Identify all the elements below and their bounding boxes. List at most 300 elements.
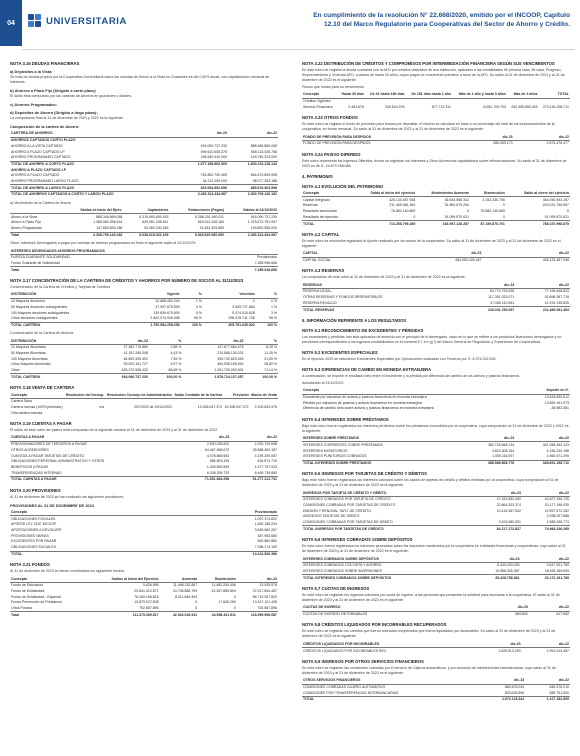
- data-table: [302, 605, 570, 617]
- table-cell: 20.841.414.671: [134, 589, 159, 593]
- table-total-cell: 348.891.198.710: [515, 460, 570, 466]
- table-cell: 1.600.213.218.144: [228, 161, 278, 167]
- section-title: NOTA 3.19 CUENTAS A PAGAR: [10, 421, 72, 426]
- table-cell: OBLIGACIONES SOCIALES: [11, 545, 56, 550]
- table-cell: 13.928.576: [259, 583, 277, 588]
- table-header-cell: Monto de Venta: [251, 392, 277, 397]
- table-cell: 64.467.968.670: [204, 447, 230, 452]
- table-cell: 341.958.492.123: [542, 442, 569, 447]
- table-total-row: [302, 460, 570, 466]
- table-row: [302, 648, 570, 654]
- table-cell: 888.345.869.058: [96, 214, 123, 219]
- table-cell: 617.652: [556, 612, 569, 617]
- table-cell: 4.199.259.087: [254, 453, 277, 458]
- table-cell: dic-23: [178, 131, 228, 137]
- paragraph: El saldo de este rubro del pasivo está compuesto de la siguiente manera al 31 de diciembre de 2023 y al 31 de diciembre de 2022: [10, 428, 218, 432]
- table-cell: 1.349.599.599: [206, 464, 230, 469]
- table-cell: BENEFICIOS A PAGAR: [11, 464, 49, 469]
- table-cell: 2.492.314.434.967: [178, 191, 228, 197]
- table-cell: 41.576.135.825: [544, 300, 569, 305]
- table-cell: 0: [413, 214, 416, 219]
- table-total-cell: 100 %: [256, 322, 278, 328]
- table-cell: 792.667.896: [139, 606, 159, 611]
- table-cell: 7,06 %: [170, 356, 182, 361]
- section-title: NOTA 4.3 RESERVAS: [302, 268, 345, 274]
- table-header-cell: %: [245, 338, 278, 344]
- table-total-cell: 1.672.118.344: [481, 697, 525, 703]
- table-header-cell: dic-23: [473, 641, 521, 647]
- table-cell: 2.938.097.688: [546, 514, 569, 519]
- table-cell: 0: [195, 600, 198, 605]
- paragraph: Concentración de la Cartera de Créditos y Tarjetas de Créditos: [10, 285, 111, 290]
- paragraph: A continuación, se expone el resultado neto entre el excedente y la pérdida por diferencia de cambio de los activos y pasivos financieros.: [302, 373, 521, 378]
- table-cell: 4.155.240.198: [546, 448, 569, 453]
- paragraph: Actualizado al 31/12/2023: [302, 380, 344, 385]
- table-cell: 2,88 %: [170, 345, 182, 350]
- table-cell: Fondo de Educación: [11, 583, 44, 588]
- table-cell: [223, 410, 250, 416]
- table-header-cell: dic-23: [460, 282, 515, 288]
- table-header-cell: dic-22: [230, 435, 278, 441]
- table-cell: CRÉDITOS LIQUIDADOS POR INCOBRABLES REC.: [303, 648, 388, 653]
- section-title: NOTA 5.6 INTERESES COBRADOS SOBRE DEPÓSITOS: [302, 537, 413, 543]
- data-table: [10, 208, 278, 239]
- table-cell: FONDO DE PREVISIÓN PARA DESPIDOS: [303, 141, 371, 146]
- table-cell: 8,28 %: [266, 345, 277, 350]
- table-cell: 243.031.760.657: [542, 203, 569, 208]
- table-cell: 454.050.326.167: [455, 257, 482, 262]
- table-cell: 66,65 %: [168, 368, 182, 373]
- table-header-cell: %: [149, 338, 182, 344]
- table-total-cell: 305.751.035.002: [203, 322, 256, 328]
- table-header-cell: Más de 1 año y hasta 3 años: [452, 92, 507, 98]
- table-cell: RESERVA REVALÚO: [303, 300, 337, 305]
- table-total-cell: 74.964.236.265: [522, 526, 570, 532]
- table-cell: 6.081.709.703: [483, 104, 506, 109]
- table-cell: 285.059.173: [493, 141, 513, 146]
- table-cell: 5.474.010.628: [232, 310, 255, 315]
- table-cell: 273.194.298.711: [542, 104, 569, 109]
- table-cell: 91.099.870.621: [544, 214, 569, 219]
- table-cell: 100 Mayores deudores subsiguientes: [11, 310, 70, 315]
- paragraph: La composición final al 31 de diciembre de 2023 y 2022 es la siguiente:: [10, 116, 124, 120]
- table-header-cell: Saldo al cierre del ejercicio: [506, 191, 570, 197]
- table-cell: [250, 410, 278, 416]
- table-header-cell: Concepto: [10, 576, 88, 582]
- table-cell: 1.991.913.457: [546, 648, 569, 653]
- table-cell: 8.311.849.404: [175, 594, 198, 599]
- table-cell: OTRAS RESERVAS Y FONDOS IRREPARTIBLES: [303, 295, 383, 300]
- table-header-cell: Importe en G.: [526, 388, 570, 394]
- paragraph: En este rubro fueron registrados los intereses generados sobre las depósitos mantenidos por la cooperativa en entidades financieras y cooperativas, cuyo saldo al 31 de diciembre de 2023 y al 31 de diciembre de 2022 es el siguiente:: [302, 544, 566, 554]
- table-cell: 35.888.453.157: [252, 447, 277, 452]
- table-cell: [64, 410, 105, 416]
- table-cell: 589.751.500: [549, 690, 569, 695]
- table-total-cell: 111.375.359.517: [88, 612, 160, 618]
- table-total-cell: 87.159.870.701: [470, 221, 506, 227]
- data-table: [10, 510, 278, 558]
- table-row: [10, 185, 278, 192]
- table-cell: INTERESES COBRADOS POR TARJETA DE CRÉDITO: [303, 497, 391, 502]
- table-total-row: [10, 476, 278, 482]
- table-cell: AHORRO PROGRAMADO LARGO PLAZO: [11, 178, 79, 183]
- table-cell: 3.549.737.664: [232, 304, 255, 309]
- table-header-cell: Concepto: [10, 510, 184, 516]
- table-cell: 11.482.230.406: [211, 583, 236, 588]
- table-header-cell: dic-23: [461, 436, 516, 442]
- table-cell: 47.066.110.961: [490, 300, 515, 305]
- table-header-cell: Saldo al inicio del ejercicio: [353, 191, 417, 197]
- table-cell: 2.300.709.140.182: [228, 191, 278, 197]
- table-total-cell: 788.157.998.875: [506, 221, 570, 227]
- table-cell: Resultado del ejercicio: [303, 214, 339, 219]
- table-cell: TOTAL DE AHORRO A CORTO PLAZO: [10, 161, 178, 167]
- table-header-cell: Extracciones (Pagos): [169, 208, 225, 214]
- table-header-cell: DISTRIBUCIÓN: [10, 338, 93, 344]
- table-cell: 84.774.793.026: [489, 289, 515, 294]
- section-title: NOTA 3.17 CONCENTRACIÓN DE LA CARTERA DE CRÉDITOS Y AHORROS POR NÚMERO DE SOCIOS AL 31/12/2023: [10, 278, 244, 284]
- table-cell: 149.750.223.000: [250, 155, 277, 160]
- paragraph: Bajo este rubro fueron registrados los intereses percibidos sobre los préstamos concedidos por la cooperativa, cuya composición al 31 de diciembre de 2023 y 2022 es la siguiente:: [302, 423, 569, 433]
- table-cell: Otros Mayores Ahorristas: [11, 362, 51, 367]
- table-cell: 3.545.962.267: [254, 528, 277, 533]
- table-header-cell: dic-23: [464, 134, 514, 140]
- logo-mark-icon: [28, 14, 42, 28]
- table-cell: 1.251.725.092.524: [214, 368, 244, 373]
- table-cell: 652.860.882: [257, 539, 277, 544]
- table-cell: TRANSFERENCIAS INTERNAS: [11, 470, 62, 475]
- subsection-title: b) Ahorros a Plazo Fijo (Dirigido a corto plazo): [10, 88, 96, 93]
- table-total-cell: 118.959.906.087: [237, 612, 278, 618]
- table-header-cell: Vencidos: [203, 292, 256, 298]
- data-table: [10, 576, 278, 618]
- table-cell: 11.498.132.887: [173, 583, 198, 588]
- table-total-row: [10, 374, 278, 380]
- table-cell: 210.568.130.031: [217, 351, 244, 356]
- table-header-cell: dic-23: [474, 490, 522, 496]
- table-cell: 7.285.996.666: [254, 261, 277, 265]
- table-cell: 3.647.001.769: [546, 563, 569, 568]
- table-total-row: [10, 551, 278, 557]
- table-cell: 792.667.896: [257, 606, 277, 611]
- table-header-cell: dic-23: [237, 576, 278, 582]
- universitaria-logo: [28, 14, 127, 28]
- table-header-cell: Saldos al inicio del Ejercicio: [88, 576, 160, 582]
- table-cell: AHORRO A PLAZO CAPTADO LP: [11, 149, 65, 154]
- table-cell: 2.454.676: [348, 104, 364, 109]
- table-cell: PREVISIONADORES DE TERCEROS A PAGAR: [11, 442, 87, 447]
- table-cell: 589.892: [515, 612, 528, 617]
- table-cell: 10 Mayores deudores: [11, 299, 45, 304]
- table-total-cell: 100,00 %: [149, 374, 182, 380]
- table-cell: EXCEDENTES POR PAGAR: [11, 539, 57, 544]
- table-cell: Capital Integrado: [303, 197, 330, 202]
- table-header-cell: dic-23: [481, 678, 525, 684]
- table-total-cell: 211.469.081.363: [515, 307, 570, 313]
- section-title: NOTA 5.2 EXCEDENTES ESPECIALES: [302, 349, 378, 355]
- table-cell: Otros: [11, 368, 20, 373]
- table-cell: 98 %: [269, 316, 277, 321]
- table-cell: 2.293.729.698: [254, 442, 277, 447]
- section-title: NOTA 3.22 DISTRIBUCIÓN DE CRÉDITOS Y COMPROMISOS POR INTERMEDIACIÓN FINANCIERA SEGÚN SUS VENCIMIENTOS: [302, 61, 555, 66]
- table-total-cell: 25.328.758.361: [471, 575, 520, 581]
- table-cell: 23.257.855.894: [211, 589, 236, 593]
- table-total-cell: 51.277.212.731: [230, 476, 278, 482]
- table-header-cell: Disminución: [198, 576, 237, 582]
- table-cell: 165.640.340.000: [200, 155, 227, 160]
- table-cell: [173, 410, 223, 416]
- table-header-cell: dic-22: [515, 282, 570, 288]
- table-header-cell: INTERESES DEVENGADOS AHORROS PROGRAMADOS: [10, 248, 220, 254]
- table-cell: 7.298.174.150: [254, 545, 277, 550]
- table-total-cell: 713.258.799.289: [353, 221, 417, 227]
- table-cell: 13.247.121.426: [252, 600, 277, 605]
- table-cell: n/a: [99, 404, 104, 409]
- table-row: [302, 257, 570, 263]
- data-table: [302, 678, 570, 703]
- table-cell: Diferencia de cambio neto sobre activos y pasivos financieros en moneda extranjera: [303, 406, 434, 411]
- table-cell: 22.317.894.487: [252, 589, 277, 593]
- table-total-cell: TOTAL INTERESES COBRADOS SOBRE DEPÓSITOS: [302, 575, 471, 581]
- logo-text: UNIVERSITARIA: [46, 15, 127, 27]
- table-cell: 4,43 %: [170, 351, 182, 356]
- subsection-title: PROVISIONES AL 31 DE DICIEMBRE DE 2023: [10, 502, 94, 508]
- table-cell: 426.133.487.948: [389, 197, 416, 202]
- table-total-cell: 71.601.640.296: [183, 476, 231, 482]
- data-table: [10, 292, 278, 328]
- table-cell: 333.624.376: [385, 104, 405, 109]
- table-header-cell: dic-23: [183, 435, 231, 441]
- paragraph: Los excedentes y pérdidas han sido aplicados de acuerdo con el principio de lo devengado, salvo en lo que se refiere a los productos financieros devengados y no percibidos correspondientes a los ingresos contabilizados en el numeral 5.7 a ir g) l) del Marco General de Regulación y Supervisión de Cooperativas.: [302, 334, 562, 344]
- table-cell: 815.094.862.656: [178, 185, 228, 192]
- section-title: NOTA 3.18 VENTA DE CARTERA: [10, 385, 75, 391]
- table-header-cell: dic-23: [93, 338, 149, 344]
- table-cell: Otra cartera morosa: [11, 410, 43, 415]
- table-header-cell: Captaciones: [123, 208, 169, 214]
- table-header-cell: dic-23: [488, 605, 529, 611]
- table-cell: 37.997.675.509: [155, 304, 180, 309]
- table-cell: 12.597.672.262: [544, 508, 569, 513]
- table-cell: 50 Mayores deudores subsiguientes: [11, 304, 68, 309]
- section-title: NOTA 3.23 OTROS FONDOS: [302, 115, 358, 121]
- table-cell: 34.212.159.000: [202, 178, 227, 183]
- table-cell: 2.100.624.975: [254, 404, 277, 409]
- table-header-cell: Resolución Consejo de Administración: [106, 392, 172, 397]
- table-total-cell: 100,00 %: [245, 374, 278, 380]
- table-total-cell: 42.542.016.941: [160, 612, 199, 618]
- section-title: NOTA 3.21 FONDOS: [10, 562, 50, 568]
- paragraph: Otros: Intereses Devengados a pagar por cuentas de ahorros programados en fines el siguiente saldo al 31/12/2023:: [10, 241, 197, 246]
- section-title: NOTA 5.3 DIFERENCIAS DE CAMBIO EN MONEDA EXTRANJERA: [302, 366, 432, 372]
- table-total-cell: 6.038.015.322.199: [123, 232, 169, 238]
- table-header-cell: CAPITAL: [302, 251, 395, 257]
- table-cell: 5.315.590.659.183: [139, 214, 169, 219]
- table-cell: 1.097.373.822: [254, 516, 277, 521]
- table-cell: 0: [502, 203, 505, 208]
- table-cell: 3.152.330.706: [482, 197, 505, 202]
- table-cell: 454.098.165.952: [217, 362, 244, 367]
- subsection-title: a) Depósitos a la Vista:: [10, 69, 53, 74]
- section-title: NOTA 4.2 CAPITAL: [302, 231, 340, 237]
- table-total-cell: TOTAL RESERVAS: [302, 307, 460, 313]
- table-cell: [105, 410, 173, 416]
- table-total-row: [10, 232, 278, 238]
- table-cell: 50 Mayores Ahorristas: [11, 351, 46, 356]
- data-table: [302, 251, 570, 263]
- table-cell: Otros Fondos: [11, 606, 33, 611]
- table-cell: 76.682.140.669: [390, 209, 416, 214]
- table-cell: EMISIÓN Y RENOVAL TARJ. DE CRÉDITO: [303, 508, 372, 513]
- table-header-cell: Aumento: [160, 576, 199, 582]
- table-row: [302, 611, 570, 617]
- table-cell: 64.892.339.492: [123, 356, 148, 361]
- data-table: [10, 392, 278, 416]
- table-cell: 27.382.776.869: [123, 345, 148, 350]
- table-total-cell: 2.790.584.298.255: [122, 322, 180, 328]
- table-cell: AHORRO A PLAZO CAPTADO LP: [11, 167, 67, 172]
- table-row: [302, 140, 570, 146]
- table-total-cell: 1.227.182.809: [525, 697, 570, 703]
- paragraph: Al 31 de diciembre de 2023 se tienen constituidos los siguientes fondos:: [10, 569, 125, 574]
- paragraph: En este rubro se registran las comisiones cobradas por el servicio de Cajeros Automáticos, y por servicios de transferencias interbancarias, cuyo saldo al 31 de diciembre de 2023 y al 31 de diciembre de 2022 es el siguiente:: [302, 665, 556, 675]
- paragraph: Plazos que restan para su vencimiento: [302, 85, 364, 89]
- table-header-cell: Más de 3 años: [507, 92, 539, 98]
- table-header-cell: CUENTAS A PAGAR: [10, 435, 183, 441]
- table-row: [10, 362, 278, 368]
- table-cell: Pérdida por valuación de pasivos y activos financieros en moneda extranjera: [303, 400, 423, 405]
- section-title: NOTA 5.8 CRÉDITOS LIQUIDADOS POR INCOBRABLES RECUPERADOS: [302, 622, 447, 628]
- data-table: [302, 641, 570, 653]
- table-total-cell: TOTAL CARTERA: [10, 374, 93, 380]
- table-cell: Fondo de Solidaridad - Especial: [11, 594, 61, 599]
- paragraph: En este rubro se registra el fondo de previsión para fondos por depositar; el retorno se calculará en base a un porcentaje del total de los funcionamientos de la cooperativa, en forma mensual. Su saldo al 31 de diciembre de 2023 y al 31 de diciembre de 2022 es el siguiente:: [302, 122, 555, 132]
- table-total-cell: 14.412.540.366: [190, 551, 278, 557]
- table-cell: 13.582.491.973: [544, 400, 569, 405]
- table-cell: 5.440.433.230: [497, 563, 520, 568]
- table-cell: 297/2023 de 23/11/2023: [134, 404, 172, 409]
- table-cell: COMISIONES COBRADAS POR TARJETAS DE DÉBITO: [303, 520, 393, 525]
- table-header-cell: %: [256, 292, 278, 298]
- table-cell: 5.626.996: [143, 583, 159, 588]
- table-cell: COMISIONES POR TRANSFERENCIAS INTERBANCARIAS: [303, 690, 399, 695]
- table-cell: 10 Mayores Ahorristas: [11, 345, 46, 350]
- table-header-cell: CRÉDITOS LIQUIDADOS POR INCOBRABLES: [302, 641, 473, 647]
- table-header-cell: dic-22: [521, 556, 570, 562]
- table-cell: 869.493.044: [504, 685, 525, 690]
- data-table: [302, 191, 570, 227]
- subsection-title: c) Ahorros Programados:: [10, 102, 57, 107]
- table-cell: Ahorro a Plazo Fijo: [11, 220, 41, 225]
- table-cell: 18.525.189.609: [544, 568, 569, 573]
- table-cell: 28,89 %: [264, 362, 277, 367]
- table-cell: 1.525.513.293: [498, 648, 521, 653]
- table-cell: OBLIGACIONES PERSONAL ADMINISTRATIVO Y OTROS: [11, 459, 105, 464]
- table-header-cell: INTERESES SOBRE PRÉSTAMOS: [302, 436, 461, 442]
- table-cell: 77.196.548.823: [544, 289, 569, 294]
- table-cell: 22.664.203.374: [496, 503, 521, 508]
- table-header-cell: De 31 hasta 180 días: [365, 92, 406, 98]
- table-header-cell: dic-22: [529, 605, 570, 611]
- table-row: [302, 406, 570, 412]
- table-cell: 41.481.329.889: [199, 226, 224, 231]
- table-header-cell: DISTRIBUCIÓN: [10, 292, 122, 298]
- table-total-cell: 243.031.760.057: [460, 307, 515, 313]
- table-cell: 629.061.238.541: [142, 220, 169, 225]
- data-table: [302, 436, 570, 467]
- table-cell: 0: [502, 214, 505, 219]
- table-cell: INGRESOS TARJETAS DE DÉBITO: [303, 514, 360, 519]
- table-cell: 38.077.353.188: [252, 178, 277, 183]
- table-total-cell: TOTAL CUENTAS A PAGAR: [10, 476, 183, 482]
- table-cell: 534.874.719: [257, 459, 277, 464]
- table-cell: RESERVA LEGAL: [303, 289, 332, 294]
- table-total-row: [302, 697, 570, 703]
- table-cell: Fondo Guarante de Solidaridad: [11, 261, 60, 265]
- table-cell: Fondo de Solidaridad: [11, 589, 45, 593]
- paragraph: La composición de este rubro al 31 de diciembre de 2023 y al 31 de diciembre de 2022 es la siguiente:: [302, 275, 466, 280]
- table-cell: 92.696.397.715: [544, 295, 569, 300]
- table-cell: 1.560.671.290: [546, 454, 569, 459]
- table-cell: Créditos Vigentes: [303, 99, 331, 104]
- table-cell: Reservas: [303, 203, 318, 208]
- table-cell: 2.873.476.477: [546, 141, 569, 146]
- table-cell: 4 %: [195, 304, 202, 309]
- table-cell: COMISIONES COBRADAS POR TARJETAS DE CRÉDITO: [303, 503, 396, 508]
- table-header-cell: Concepto: [302, 191, 353, 197]
- section-title: NOTA 5.4 INTERESES SOBRE PRÉSTAMOS: [302, 416, 389, 422]
- table-cell: 387.953.650: [257, 533, 277, 538]
- table-cell: CARTERA DE AHORROS: [10, 131, 178, 137]
- table-header-cell: Disminución: [470, 191, 506, 197]
- table-cell: 3 %: [270, 310, 277, 315]
- table-total-cell: 2.492.314.434.967: [225, 232, 278, 238]
- table-row: [10, 405, 278, 411]
- table-cell: Servicio Financiero: [303, 104, 333, 109]
- table-cell: 615.312.246.160: [197, 220, 224, 225]
- table-total-cell: 22.172.191.769: [521, 575, 570, 581]
- table-total-cell: Total: [10, 232, 58, 238]
- table-cell: 664.470.809.908: [250, 173, 277, 178]
- table-header-cell: Concepto: [10, 392, 64, 398]
- paragraph: En el ejercicio 2023 se obtuvieron Excedentes Especiales por Operaciones realizadas con Terceros por G. 8.374.332.533.: [302, 356, 497, 361]
- table-cell: FUERZA GUARANTE SOLIDARIDAD: [11, 255, 70, 260]
- table-header-cell: Saldos al inicio del Ejerc.: [58, 208, 123, 214]
- paragraph: El saldo está compuesto por las carteras de Ahorros en guaraníes y dólares.: [10, 94, 132, 98]
- table-cell: 1 %: [195, 299, 202, 304]
- table-header-cell: Previsión: [223, 392, 250, 398]
- table-header-cell: Resolución del Incoop.: [65, 392, 104, 397]
- table-cell: 3.103.080.531: [498, 520, 521, 525]
- table-cell: 0: [233, 594, 236, 599]
- table-row: [10, 191, 278, 197]
- table-header-cell: dic-22: [515, 436, 570, 442]
- table-cell: 17.846.269: [218, 600, 236, 605]
- table-cell: 685.676.903.598: [228, 185, 278, 192]
- table-cell: 296.378.741.736: [228, 316, 255, 321]
- table-cell: CUOTAS DE INGRESO RETORNABLES: [303, 612, 368, 617]
- table-header-cell: dic-22: [514, 134, 570, 140]
- table-cell: Provisionado: [256, 255, 277, 260]
- table-cell: 1.368.084.396.616: [93, 220, 123, 225]
- table-total-cell: TOTAL: [302, 221, 353, 227]
- table-cell: INTERESES PUNITORIOS COBRADOS: [303, 454, 367, 459]
- table-cell: dic-22: [228, 131, 278, 137]
- table-total-cell: 388.568.806.778: [461, 460, 516, 466]
- table-cell: PROVISIONES VARIAS: [11, 533, 49, 538]
- header-title-line2: 12.10 del Marco Regulatorio para Cooperativas del Sector de Ahorro y Crédito.: [324, 21, 570, 28]
- table-total-row: [10, 322, 278, 328]
- table-cell: 10.668.400.240: [155, 299, 180, 304]
